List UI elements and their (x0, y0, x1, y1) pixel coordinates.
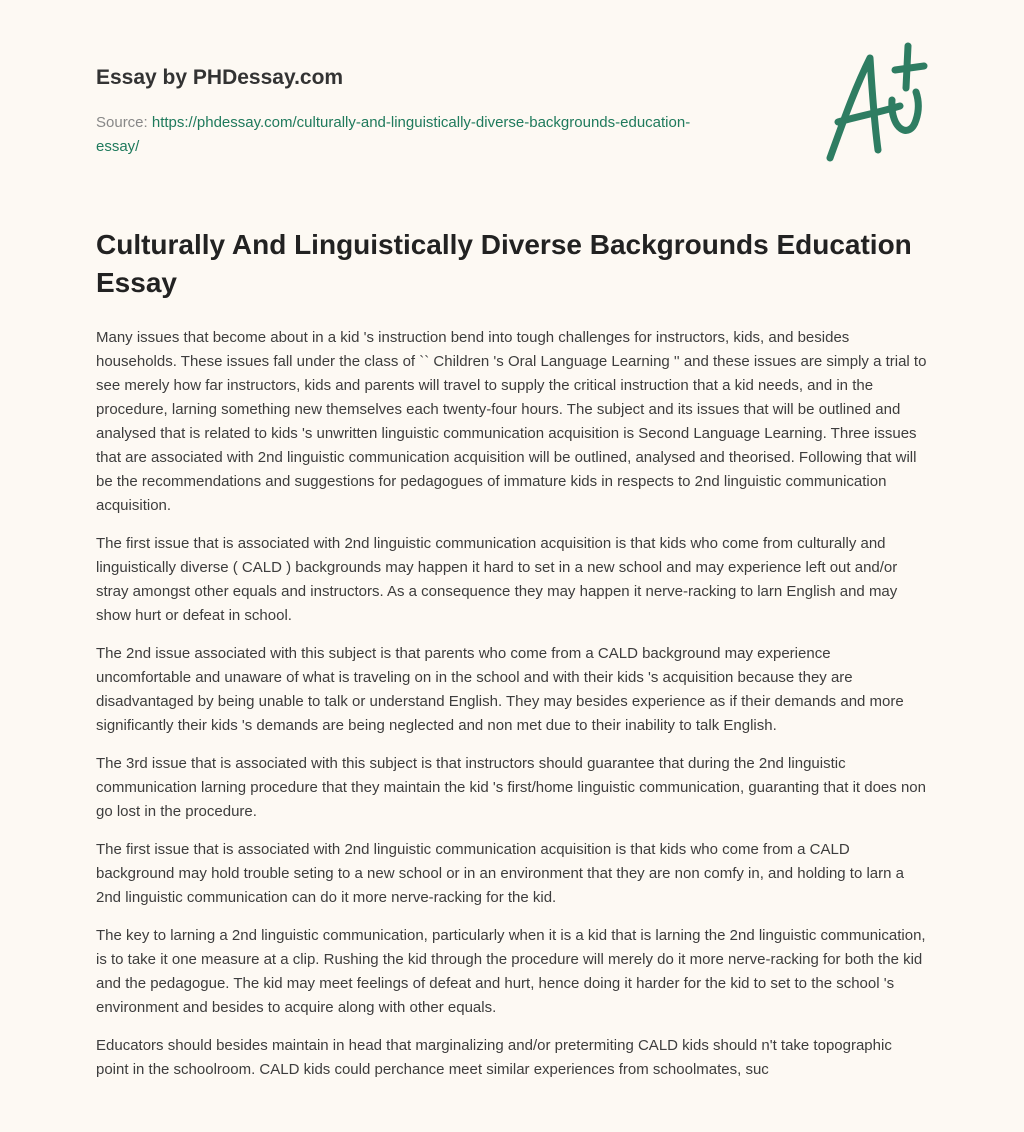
a-plus-logo-icon (820, 40, 930, 165)
paragraph: Many issues that become about in a kid 's instruction bend into tough challenges for instructors, kids, and besides households. These issues fall under the class of `` Children 's Oral Language Learning '' and these issues are simply a trial to see merely how far instructors, kids and parents will travel to supply the critical instruction that a kid needs, and in the procedure, larning something new themselves each twenty-four hours. The subject and its issues that will be outlined and analysed that is related to kids 's unwritten linguistic communication acquisition is Second Language Learning. Three issues that are associated with 2nd linguistic communication acquisition will be outlined, analysed and theorised. Following that will be the recommendations and suggestions for pedagogues of immature kids in respects to 2nd linguistic communication acquisition. (96, 329, 927, 514)
brand-title: Essay by PHDessay.com (96, 66, 344, 89)
paragraph: The key to larning a 2nd linguistic communication, particularly when it is a kid that is larning the 2nd linguistic communication, is to take it one measure at a clip. Rushing the kid through the procedure will merely do it more nerve-racking for both the kid and the pedagogue. The kid may meet feelings of defeat and hurt, hence doing it harder for the kid to set to the school 's environment and besides to acquire along with other equals. (96, 927, 926, 1016)
essay-title: Culturally And Linguistically Diverse Backgrounds Education Essay (96, 229, 912, 298)
source-label: Source: (96, 114, 152, 131)
essay-body (96, 326, 928, 1096)
paragraph: The first issue that is associated with 2nd linguistic communication acquisition is that kids who come from a CALD background may hold trouble seting to a new school or in an environment that they are non comfy in, and holding to larn a 2nd linguistic communication can do it more nerve-racking for the kid. (96, 841, 904, 906)
paragraph: Educators should besides maintain in head that marginalizing and/or pretermiting CALD kids should n't take topographic point in the schoolroom. CALD kids could perchance meet similar experiences from schoolmates, suc (96, 1037, 892, 1078)
paragraph: The 2nd issue associated with this subject is that parents who come from a CALD background may experience uncomfortable and unaware of what is traveling on in the school and with their kids 's acquisition because they are disadvantaged by being unable to talk or understand English. They may besides experience as if their demands and more significantly their kids 's demands are being neglected and non met due to their inability to talk English. (96, 645, 904, 734)
source-link[interactable]: https://phdessay.com/culturally-and-linguistically-diverse-backgrounds-education-essay/ (96, 114, 691, 155)
source-line (96, 111, 716, 159)
paragraph: The first issue that is associated with 2nd linguistic communication acquisition is that kids who come from culturally and linguistically diverse ( CALD ) backgrounds may happen it hard to set in a new school and may experience left out and/or stray amongst other equals and instructors. As a consequence they may happen it nerve-racking to larn English and may show hurt or defeat in school. (96, 535, 898, 624)
paragraph: The 3rd issue that is associated with this subject is that instructors should guarantee that during the 2nd linguistic communication larning procedure that they maintain the kid 's first/home linguistic communication, guaranting that it does non go lost in the procedure. (96, 755, 926, 820)
